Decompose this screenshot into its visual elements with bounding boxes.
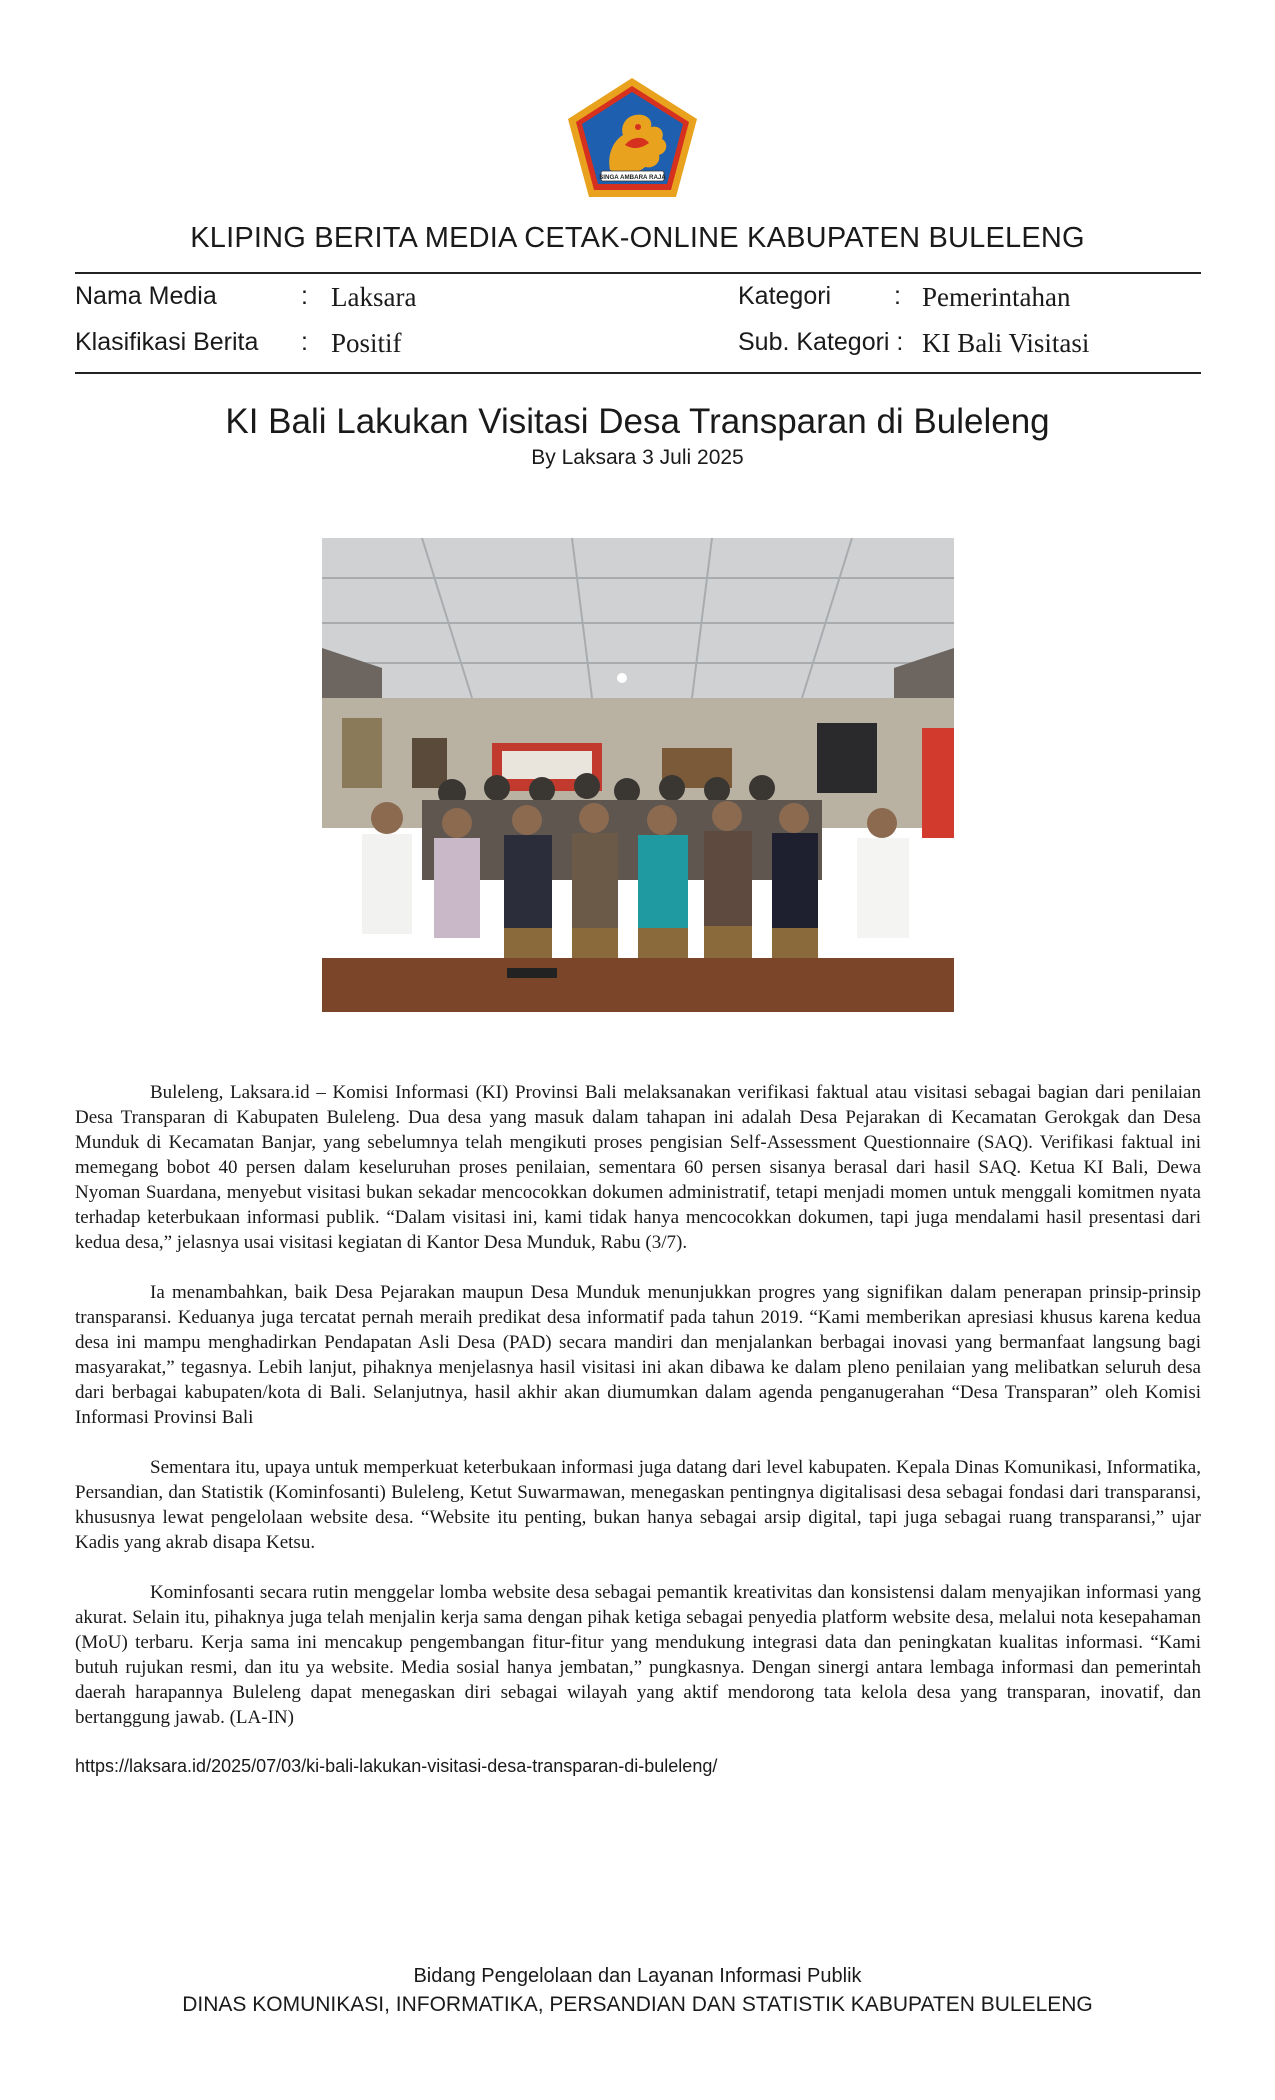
footer-division: Bidang Pengelolaan dan Layanan Informasi Publik: [413, 1965, 862, 1987]
article-body: [75, 1080, 1201, 1755]
kategori-label: Kategori: [738, 282, 832, 310]
kategori-colon: :: [894, 282, 901, 310]
article-byline: By Laksara 3 Juli 2025: [531, 446, 744, 469]
regency-emblem-logo: [565, 75, 700, 200]
nama-media-value: Laksara: [331, 282, 417, 312]
logo-motto-text: SINGA AMBARA RAJA: [599, 174, 666, 181]
sub-kategori-label: Sub. Kategori :: [738, 328, 904, 356]
article-paragraph: Kominfosanti secara rutin menggelar lomba website desa sebagai pemantik kreativitas dan konsistensi dalam menyajikan informasi yang akurat. Selain itu, pihaknya juga telah menjalin kerja sama dengan pihak ketiga sebagai penyedia platform website desa, melalui nota kesepahaman (MoU) terbaru. Kerja sama ini mencakup pengembangan fitur-fitur yang mendukung integrasi data dan peningkatan kualitas informasi. “Kami butuh rujukan resmi, dan itu ya website. Media sosial hanya jembatan,” pungkasnya. Dengan sinergi antara lembaga informasi dan pemerintah daerah harapannya Buleleng dapat menegaskan diri sebagai wilayah yang aktif mendorong tata kelola desa yang transparan, inovatif, dan bertanggung jawab. (LA-IN): [75, 1582, 1201, 1728]
klasifikasi-colon: :: [301, 328, 308, 356]
divider-top: [75, 272, 1201, 274]
footer-agency: DINAS KOMUNIKASI, INFORMATIKA, PERSANDIAN DAN STATISTIK KABUPATEN BULELENG: [182, 1993, 1093, 2016]
klasifikasi-value: Positif: [331, 328, 402, 358]
article-photo: [322, 538, 954, 1012]
divider-bottom: [75, 372, 1201, 374]
klasifikasi-label: Klasifikasi Berita: [75, 328, 259, 356]
nama-media-colon: :: [301, 282, 308, 310]
kategori-value: Pemerintahan: [922, 282, 1071, 312]
kliping-title: KLIPING BERITA MEDIA CETAK-ONLINE KABUPATEN BULELENG: [190, 222, 1085, 254]
article-headline: KI Bali Lakukan Visitasi Desa Transparan di Buleleng: [225, 402, 1050, 441]
nama-media-label: Nama Media: [75, 282, 217, 310]
article-paragraph: Sementara itu, upaya untuk memperkuat keterbukaan informasi juga datang dari level kabupaten. Kepala Dinas Komunikasi, Informatika, Persandian, dan Statistik (Kominfosanti) Buleleng, Ketut Suwarmawan, menegaskan pentingnya digitalisasi desa sebagai fondasi dari transparansi, khususnya lewat pengelolaan website desa. “Website itu penting, bukan hanya sebagai arsip digital, tapi juga sebagai ruang transparansi,” ujar Kadis yang akrab disapa Ketsu.: [75, 1457, 1201, 1553]
source-url-link[interactable]: https://laksara.id/2025/07/03/ki-bali-lakukan-visitasi-desa-transparan-di-buleleng/: [75, 1756, 718, 1776]
sub-kategori-value: KI Bali Visitasi: [922, 328, 1090, 358]
article-paragraph: Buleleng, Laksara.id – Komisi Informasi (KI) Provinsi Bali melaksanakan verifikasi faktual atau visitasi sebagai bagian dari penilaian Desa Transparan di Kabupaten Buleleng. Dua desa yang masuk dalam tahapan ini adalah Desa Pejarakan di Kecamatan Gerokgak dan Desa Munduk di Kecamatan Banjar, yang sebelumnya telah mengikuti proses pengisian Self-Assessment Questionnaire (SAQ). Verifikasi faktual ini memegang bobot 40 persen dalam keseluruhan proses penilaian, sementara 60 persen sisanya berasal dari hasil SAQ. Ketua KI Bali, Dewa Nyoman Suardana, menyebut visitasi bukan sekadar mencocokkan dokumen administratif, tetapi menjadi momen untuk menggali komitmen nyata terhadap keterbukaan informasi publik. “Dalam visitasi ini, kami tidak hanya mencocokkan dokumen, tapi juga mendalami hasil presentasi dari kedua desa,” jelasnya usai visitasi kegiatan di Kantor Desa Munduk, Rabu (3/7).: [75, 1082, 1201, 1253]
article-paragraph: Ia menambahkan, baik Desa Pejarakan maupun Desa Munduk menunjukkan progres yang signifikan dalam penerapan prinsip-prinsip transparansi. Keduanya juga tercatat pernah meraih predikat desa informatif pada tahun 2019. “Kami memberikan apresiasi khusus karena kedua desa ini mampu menghadirkan Pendapatan Asli Desa (PAD) secara mandiri dan menjalankan berbagai inovasi yang bermanfaat langsung bagi masyarakat,” tegasnya. Lebih lanjut, pihaknya menjelasnya hasil visitasi ini akan dibawa ke dalam pleno penilaian yang melibatkan seluruh desa dari berbagai kabupaten/kota di Bali. Selanjutnya, hasil akhir akan diumumkan dalam agenda penganugerahan “Desa Transparan” oleh Komisi Informasi Provinsi Bali: [75, 1282, 1201, 1428]
